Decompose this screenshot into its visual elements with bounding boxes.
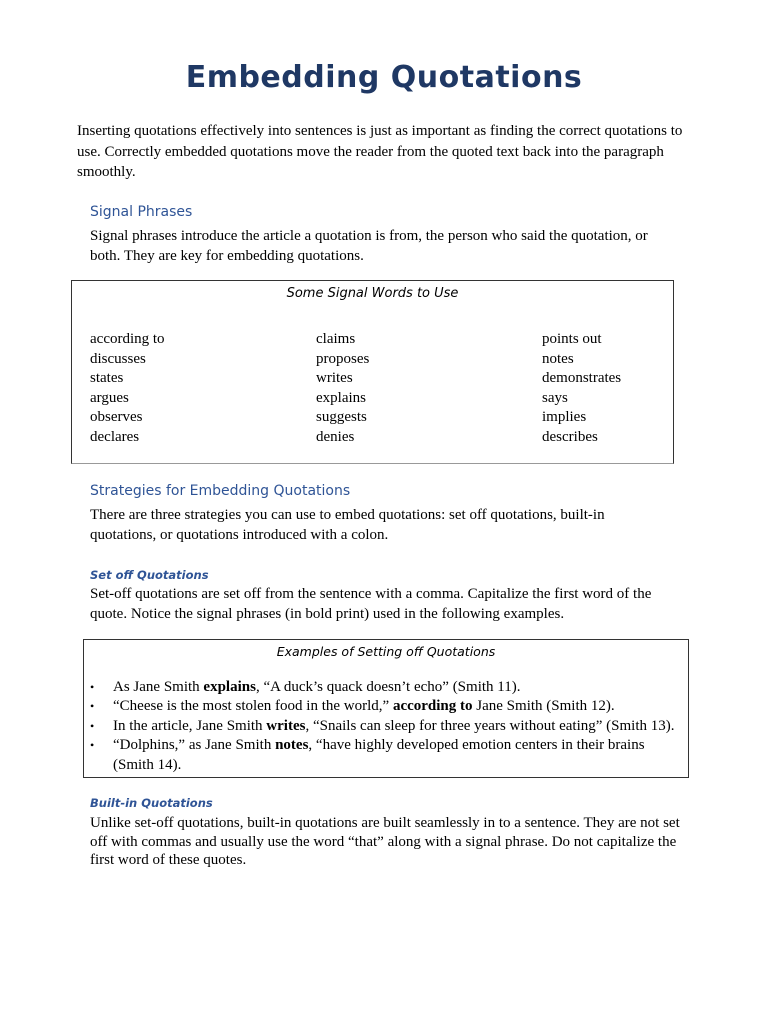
list-item: • “Dolphins,” as Jane Smith notes, “have highly developed emotion centers in their brains (Smith 14).	[90, 737, 645, 773]
built-in-heading: Built-in Quotations	[90, 796, 213, 810]
signal-words-column-2	[316, 330, 369, 448]
page-title: Embedding Quotations	[185, 60, 583, 95]
signal-words-column-1	[90, 330, 165, 448]
signal-word: writes	[316, 370, 353, 387]
intro-paragraph: Inserting quotations effectively into sentences is just as important as finding the correct quotations to use. Correctly embedded quotations move the reader from the quoted text back into the paragraph smoothly.	[77, 123, 683, 180]
strategies-paragraph: There are three strategies you can use to embed quotations: set off quotations, built-in quotations, or quotations introduced with a colon.	[90, 507, 605, 543]
signal-words-column-3	[542, 330, 621, 448]
set-off-heading: Set off Quotations	[90, 568, 209, 582]
signal-phrase-bold: writes	[266, 717, 306, 734]
built-in-paragraph: Unlike set-off quotations, built-in quotations are built seamlessly in to a sentence. They are not set off with commas and usually use the word “that” along with a signal phrase. Do not capitalize the first word of these quotes.	[90, 815, 680, 868]
signal-word: implies	[542, 409, 587, 426]
examples-list	[90, 678, 680, 775]
list-item: • In the article, Jane Smith writes, “Snails can sleep for three years without eating” (Smith 13).	[90, 717, 680, 736]
signal-word: says	[542, 389, 568, 406]
bullet-icon: •	[90, 738, 95, 753]
examples-box	[83, 639, 689, 778]
signal-word: notes	[542, 350, 574, 367]
bullet-icon: •	[90, 699, 95, 714]
signal-word: declares	[90, 428, 140, 445]
strategies-heading: Strategies for Embedding Quotations	[90, 483, 351, 499]
examples-title: Examples of Setting off Quotations	[276, 644, 496, 659]
signal-words-title: Some Signal Words to Use	[286, 286, 459, 301]
signal-phrase-bold: notes	[275, 737, 309, 754]
list-item: • As Jane Smith explains, “A duck’s quack doesn’t echo” (Smith 11).	[90, 678, 680, 697]
signal-word: states	[90, 370, 124, 387]
bullet-icon: •	[90, 680, 95, 694]
signal-word: according to	[90, 331, 165, 347]
signal-word: claims	[316, 331, 356, 347]
signal-word: explains	[316, 389, 366, 406]
signal-word: discusses	[90, 350, 146, 367]
signal-word: denies	[316, 428, 355, 445]
signal-word: proposes	[316, 350, 370, 367]
signal-words-box	[71, 280, 674, 464]
signal-phrase-bold: explains	[203, 679, 256, 695]
signal-word: points out	[542, 331, 602, 347]
signal-word: describes	[542, 428, 598, 445]
signal-word: argues	[90, 389, 129, 406]
signal-phrases-paragraph: Signal phrases introduce the article a quotation is from, the person who said the quotation, or both. They are key for embedding quotations.	[90, 228, 648, 264]
set-off-paragraph: Set-off quotations are set off from the sentence with a comma. Capitalize the first word of the quote. Notice the signal phrases (in bold print) used in the following examples.	[90, 586, 652, 622]
signal-phrases-heading: Signal Phrases	[90, 204, 193, 220]
signal-word: suggests	[316, 409, 367, 426]
signal-word: demonstrates	[542, 370, 622, 387]
list-item: • “Cheese is the most stolen food in the world,” according to Jane Smith (Smith 12).	[90, 697, 680, 716]
bullet-icon: •	[90, 718, 95, 733]
signal-phrase-bold: according to	[392, 698, 473, 715]
signal-word: observes	[90, 409, 143, 426]
